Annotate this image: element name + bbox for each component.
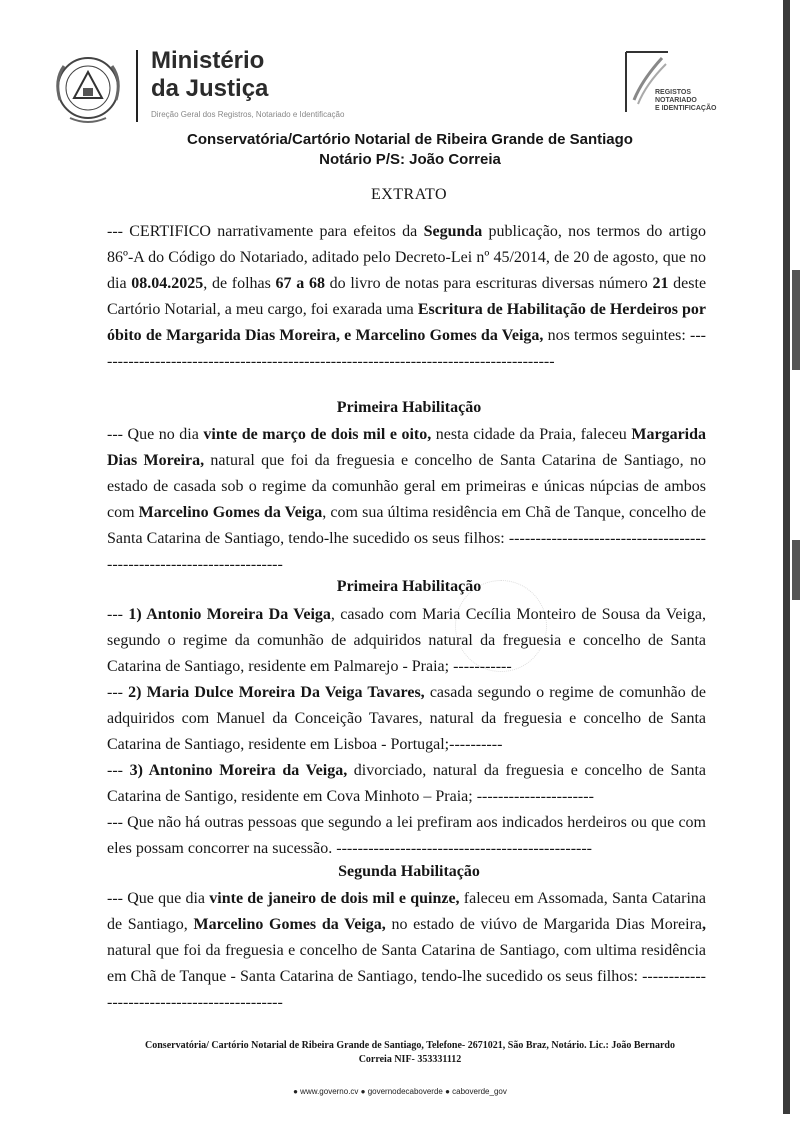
intro-paragraph: --- CERTIFICO narrativamente para efeitos da Segunda publicação, nos termos do artigo 86º-A do Código do Notariado, aditado pelo Decreto-Lei nº 45/2014, de 20 de agosto, que no dia 08.04.2025, de folhas 67 a 68 do livro de notas para escrituras diversas número 21 deste Cartório Notarial, a meu cargo, foi exarada uma Escritura de Habilitação de Herdeiros por óbito de Margarida Dias Moreira, e Marcelino Gomes da Veiga, nos termos seguintes: --------------------------------------------------------------------------------------- (107, 223, 707, 370)
ministry-subtitle: Direção Geral dos Registros, Notariado e Identificação (151, 110, 345, 119)
first-death-paragraph: --- Que no dia vinte de março de dois mil e oito, nesta cidade da Praia, faleceu Margarida Dias Moreira, natural que foi da freguesia e concelho de Santa Catarina de Santiago, no estado de casada sob o regime da comunhão geral em primeiras e únicas núpcias de ambos com Marcelino Gomes da Veiga, com sua última residência em Chã de Tanque, concelho de Santa Catarina de Santiago, tendo-lhe sucedido os seus filhos: ---------------------------------------------------------------------- (107, 426, 707, 573)
second-death-paragraph: --- Que que dia vinte de janeiro de dois mil e quinze, faleceu em Assomada, Santa Catarina de Santiago, Marcelino Gomes da Veiga, no estado de viúvo de Margarida Dias Moreira, natural que foi da freguesia e concelho de Santa Catarina de Santiago, com ultima residência em Chã de Tanque - Santa Catarina de Santiago, tendo-lhe sucedido os seus filhos: --------------------------------------------- (107, 890, 707, 1011)
section-heading: Segunda Habilitação (338, 863, 480, 880)
ministry-title: Ministério da Justiça (151, 47, 269, 102)
heir-item: --- 3) Antonino Moreira da Veiga, divorciado, natural da freguesia e concelho de Santa Catarina de Santigo, residente em Cova Minhoto – Praia; ---------------------- (107, 762, 707, 805)
closing-statement: --- Que não há outras pessoas que segundo a lei prefiram aos indicados herdeiros ou que com eles possam concorrer na sucessão. ------------------------------------------------ (107, 814, 706, 857)
section-heading: Primeira Habilitação (336, 578, 482, 595)
header-divider (136, 50, 138, 122)
document-title: EXTRATO (370, 186, 448, 203)
scan-mark (792, 270, 800, 370)
coat-of-arms-emblem (50, 50, 126, 126)
heir-list (107, 602, 706, 862)
notary-name: Notário P/S: João Correia (319, 151, 501, 168)
registos-logo-text: REGISTOS NOTARIADO E IDENTIFICAÇÃO (655, 89, 717, 112)
footer-contact: Conservatória/ Cartório Notarial de Ribeira Grande de Santiago, Telefone- 2671021, São Braz, Notário. Lic.: João Bernardo Correia NIF- 353331112 (145, 1040, 675, 1065)
section-heading: Primeira Habilitação (336, 399, 482, 416)
office-name: Conservatória/Cartório Notarial de Ribeira Grande de Santiago (187, 131, 633, 148)
social-links: ● www.governo.cv ● governodecaboverde ● caboverde_gov (293, 1087, 507, 1096)
heir-item: --- 2) Maria Dulce Moreira Da Veiga Tavares, casada segundo o regime de comunhão de adquiridos com Manuel da Conceição Tavares, natural da freguesia e concelho de Santa Catarina de Santiago, residente em Lisboa - Portugal;---------- (107, 684, 706, 753)
heir-item: --- 1) Antonio Moreira Da Veiga, casado com Maria Cecília Monteiro de Sousa da Veiga, segundo o regime da comunhão de adquiridos natural da freguesia e concelho de Santa Catarina de Santiago, residente em Palmarejo - Praia; ----------- (107, 606, 707, 675)
